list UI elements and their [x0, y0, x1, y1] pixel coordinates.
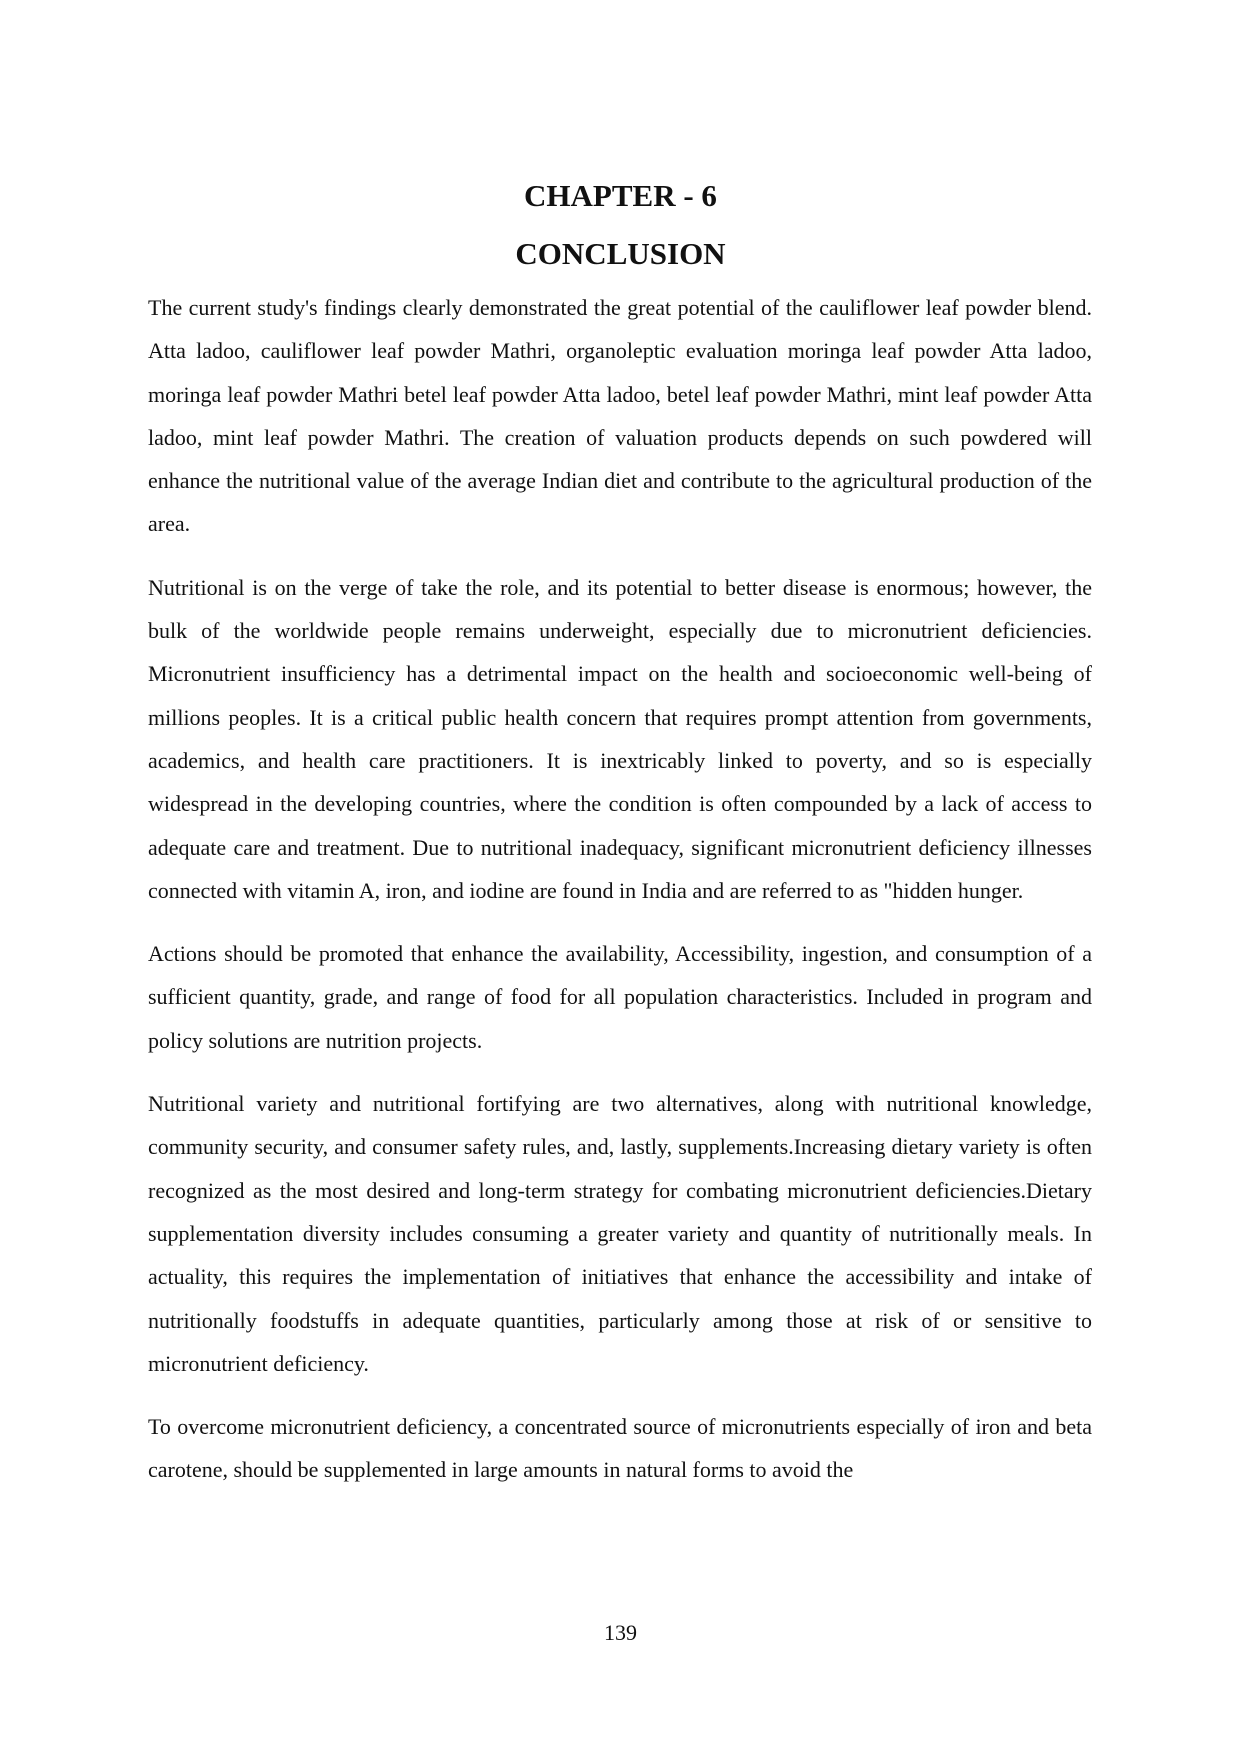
paragraph-3: Actions should be promoted that enhance the availability, Accessibility, ingestion, and consumption of a sufficient quantity, grade, and range of food for all population characteristics. Included in program and policy solutions are nutrition projects. [148, 941, 1092, 1053]
paragraph-4: Nutritional variety and nutritional fortifying are two alternatives, along with nutritional knowledge, community security, and consumer safety rules, and, lastly, supplements.Increasing dietary variety is often recognized as the most desired and long-term strategy for combating micronutrient deficiencies.Dietary supplementation diversity includes consuming a greater variety and quantity of nutritionally meals. In actuality, this requires the implementation of initiatives that enhance the accessibility and intake of nutritionally foodstuffs in adequate quantities, particularly among those at risk of or sensitive to micronutrient deficiency. [148, 1091, 1092, 1376]
paragraph-2: Nutritional is on the verge of take the role, and its potential to better disease is enormous; however, the bulk of the worldwide people remains underweight, especially due to micronutrient deficiencies. Micronutrient insufficiency has a detrimental impact on the health and socioeconomic well-being of millions peoples. It is a critical public health concern that requires prompt attention from governments, academics, and health care practitioners. It is inextricably linked to poverty, and so is especially widespread in the developing countries, where the condition is often compounded by a lack of access to adequate care and treatment. Due to nutritional inadequacy, significant micronutrient deficiency illnesses connected with vitamin A, iron, and iodine are found in India and are referred to as "hidden hunger. [148, 574, 1092, 903]
chapter-number: CHAPTER - 6 [524, 178, 717, 213]
page-number: 139 [604, 1620, 637, 1645]
body-text [148, 286, 1092, 1512]
paragraph-1: The current study's findings clearly demonstrated the great potential of the cauliflower leaf powder blend. Atta ladoo, cauliflower leaf powder Mathri, organoleptic evaluation moringa leaf powder Atta ladoo, moringa leaf powder Mathri betel leaf powder Atta ladoo, betel leaf powder Mathri, mint leaf powder Atta ladoo, mint leaf powder Mathri. The creation of valuation products depends on such powdered will enhance the nutritional value of the average Indian diet and contribute to the agricultural production of the area. [148, 295, 1092, 537]
paragraph-5: To overcome micronutrient deficiency, a concentrated source of micronutrients especially of iron and beta carotene, should be supplemented in large amounts in natural forms to avoid the [148, 1414, 1092, 1483]
chapter-title: CONCLUSION [515, 236, 726, 271]
